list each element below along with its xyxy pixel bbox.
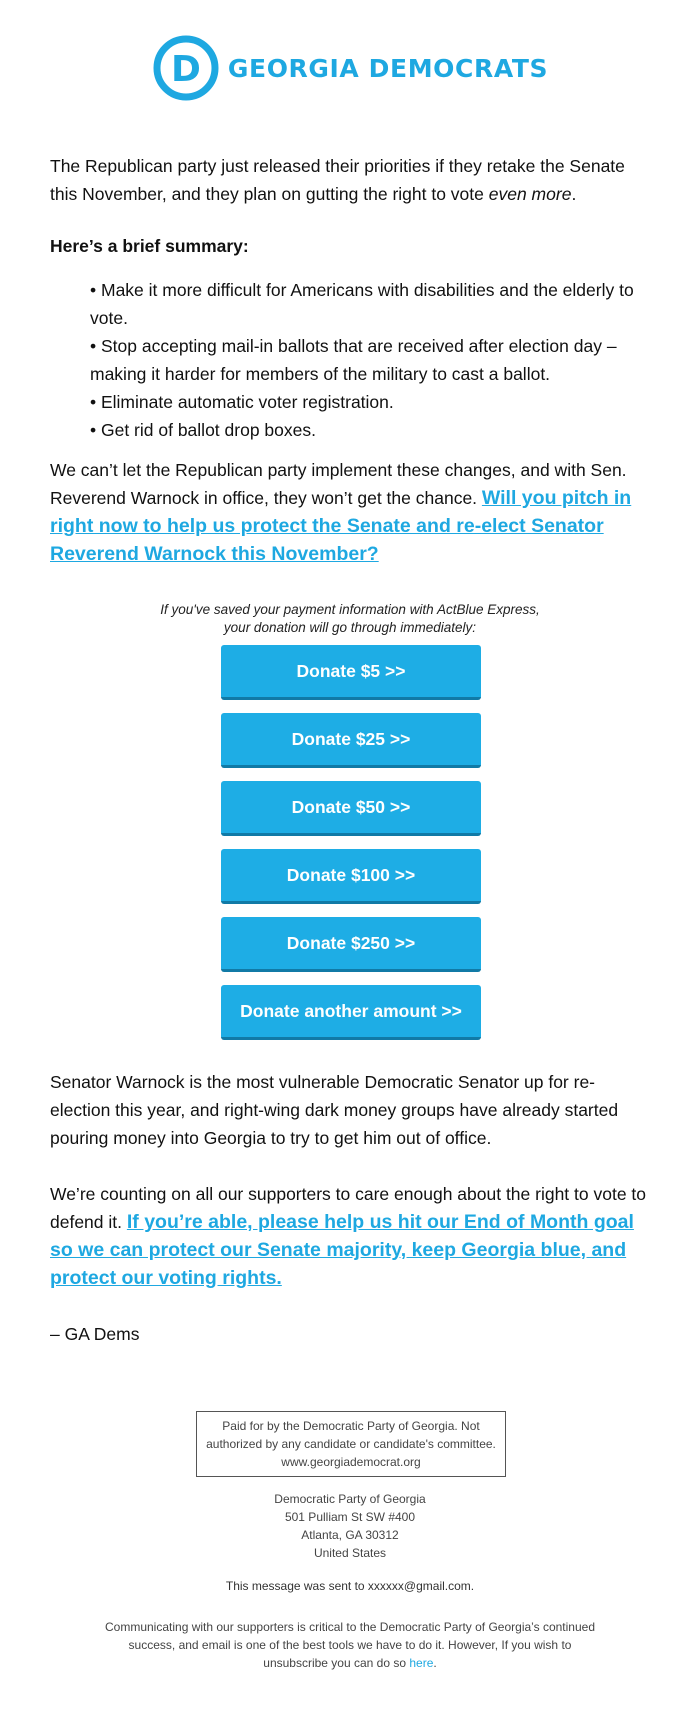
address-street: 501 Pulliam St SW #400 xyxy=(284,1510,416,1524)
end-of-month-goal-link[interactable]: If you’re able, please help us hit our End of Month goal so we can protect our Senate majority, keep Georgia blue, and protect our voting rights. xyxy=(50,1211,634,1289)
paid-for-text: Paid for by the Democratic Party of Georgia. Not authorized by any candidate or candidate's committee. xyxy=(206,1419,496,1451)
intro-paragraph xyxy=(50,152,655,208)
main-content xyxy=(50,152,655,568)
mailing-address xyxy=(0,1490,700,1562)
sent-prefix: This message was sent to xyxy=(225,1579,368,1593)
counting-paragraph xyxy=(50,1180,655,1292)
summary-heading: Here’s a brief summary: xyxy=(50,236,249,256)
intro-emphasis: even more xyxy=(488,184,572,204)
unsubscribe-notice xyxy=(105,1618,595,1672)
donate-25-button[interactable]: Donate $25 >> xyxy=(221,713,481,768)
intro-text: The Republican party just released their priorities if they retake the Senate this November, and they plan on gutting the right to vote xyxy=(50,156,625,204)
signoff: – GA Dems xyxy=(50,1324,140,1344)
summary-item: • Stop accepting mail-in ballots that are received after election day – making it harder for members of the military to cast a ballot. xyxy=(90,336,617,384)
address-country: United States xyxy=(313,1546,387,1560)
logo-text: GEORGIA DEMOCRATS xyxy=(227,53,549,83)
address-city: Atlanta, GA 30312 xyxy=(301,1528,399,1542)
donate-other-amount-button[interactable]: Donate another amount >> xyxy=(221,985,481,1040)
summary-item: • Eliminate automatic voter registration. xyxy=(90,392,394,412)
summary-item: • Get rid of ballot drop boxes. xyxy=(90,420,316,440)
donate-50-button[interactable]: Donate $50 >> xyxy=(221,781,481,836)
website-text: www.georgiademocrat.org xyxy=(281,1455,421,1469)
address-org: Democratic Party of Georgia xyxy=(274,1492,426,1506)
pitch-paragraph xyxy=(50,456,655,568)
summary-list xyxy=(90,276,655,444)
paid-for-disclaimer xyxy=(196,1411,506,1477)
donate-5-button[interactable]: Donate $5 >> xyxy=(221,645,481,700)
pitch-donate-link[interactable]: Will you pitch in right now to help us protect the Senate and re-elect Senator Reverend Warnock this November? xyxy=(50,487,632,565)
warnock-paragraph: Senator Warnock is the most vulnerable Democratic Senator up for re-election this year, and right-wing dark money groups have already started pouring money into Georgia to try to get him out of office. xyxy=(50,1072,619,1148)
express-note-line: your donation will go through immediately: xyxy=(223,620,477,635)
sent-email: xxxxxx@gmail.com xyxy=(367,1579,471,1593)
counting-text: We’re counting on all our supporters to care enough about the right to vote to defend it. xyxy=(50,1184,647,1232)
sent-to-notice xyxy=(0,1577,700,1595)
unsubscribe-end: . xyxy=(433,1656,437,1670)
donate-button-group xyxy=(221,645,481,1053)
pitch-text: We can’t let the Republican party implement these changes, and with Sen. Reverend Warnock in office, they won’t get the chance. xyxy=(50,460,627,508)
sent-suffix: . xyxy=(470,1579,475,1593)
logo-letter: D xyxy=(170,49,201,90)
closing-content xyxy=(50,1068,655,1348)
header-logo[interactable] xyxy=(0,34,700,102)
actblue-express-note xyxy=(0,601,700,637)
unsubscribe-link[interactable]: here xyxy=(409,1656,434,1670)
donate-100-button[interactable]: Donate $100 >> xyxy=(221,849,481,904)
intro-end: . xyxy=(571,184,577,204)
unsubscribe-text: Communicating with our supporters is critical to the Democratic Party of Georgia’s continued success, and email is one of the best tools we have to do it. However, If you wish to unsubscribe you can do so xyxy=(105,1620,595,1670)
express-note-line: If you've saved your payment information with ActBlue Express, xyxy=(160,602,540,617)
donate-250-button[interactable]: Donate $250 >> xyxy=(221,917,481,972)
democrats-d-logo-icon xyxy=(152,34,220,102)
summary-item: • Make it more difficult for Americans with disabilities and the elderly to vote. xyxy=(90,280,634,328)
